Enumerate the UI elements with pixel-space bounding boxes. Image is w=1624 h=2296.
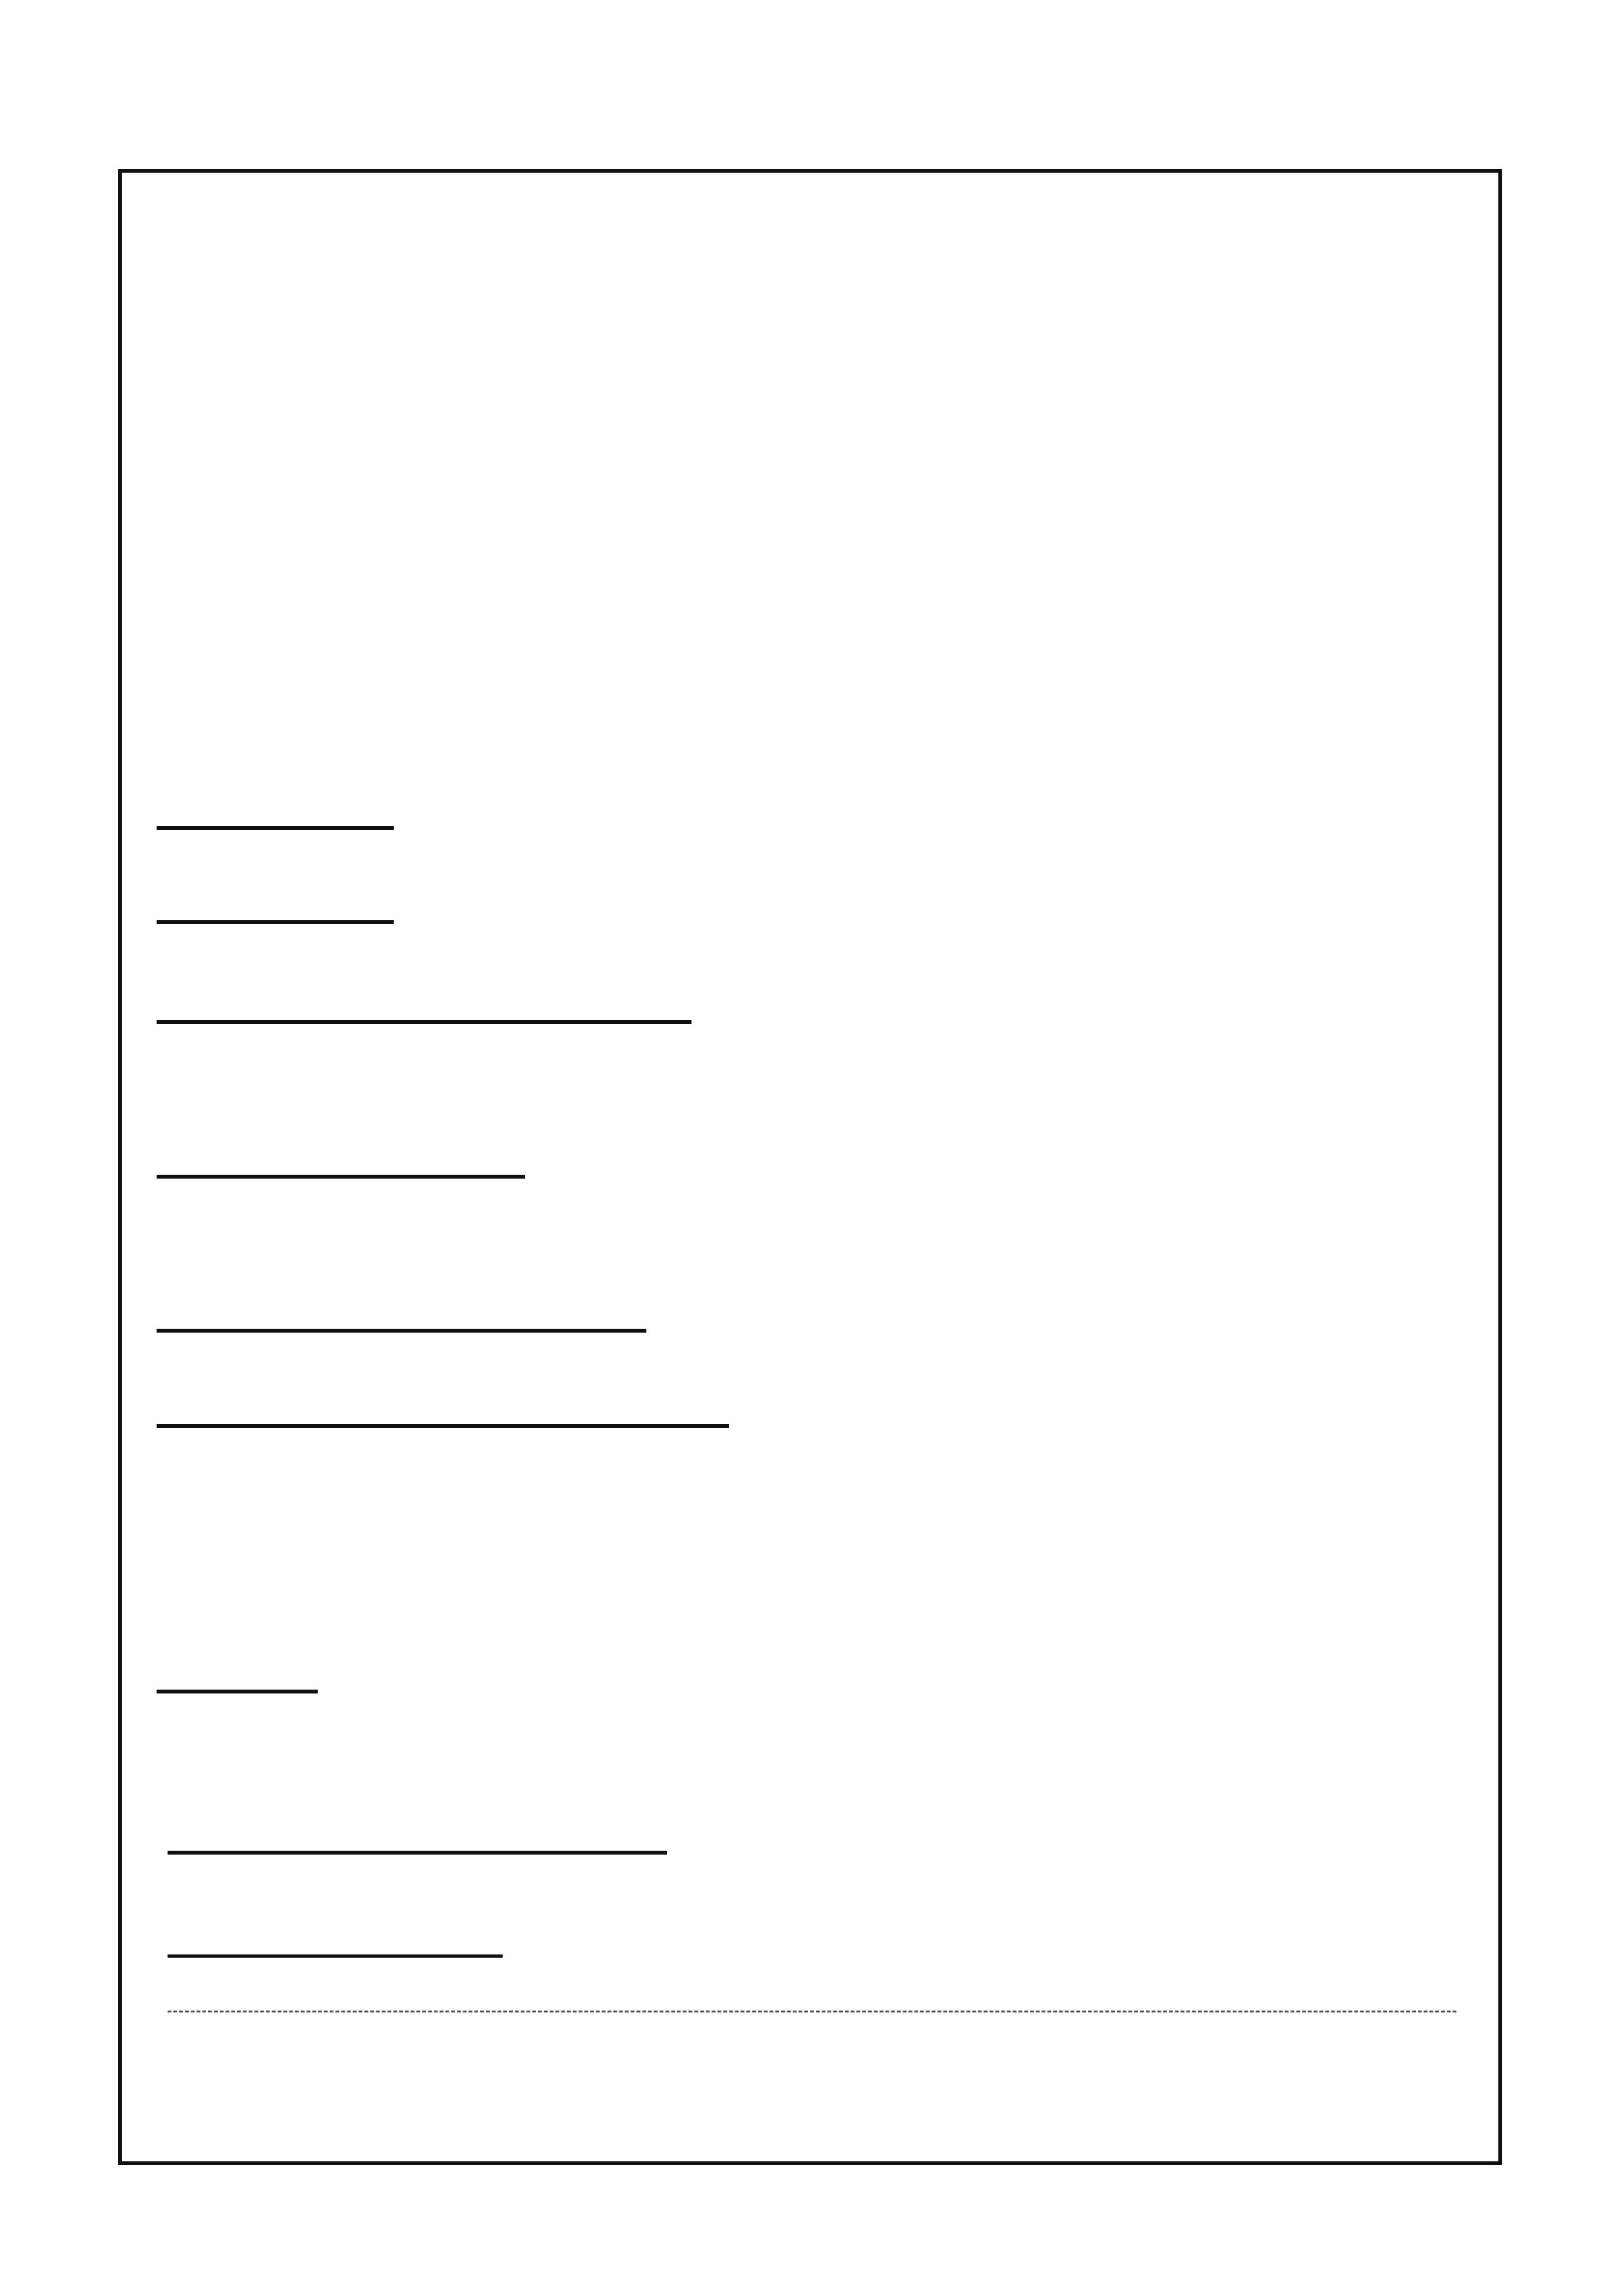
melasse-rule [157, 1020, 691, 1024]
decorative-border-bottom [72, 2179, 1548, 2221]
running-header [0, 40, 1624, 85]
decorative-border-left [72, 157, 113, 2179]
saumon-rule [157, 826, 394, 830]
thes-rule [157, 1690, 318, 1693]
decorative-border-right [1507, 157, 1548, 2179]
homard-rule [157, 920, 394, 924]
conserves-rule [157, 1424, 729, 1428]
frets-rule-2 [168, 1954, 503, 1958]
divider [168, 2011, 1456, 2012]
fruits-evapores-rule [157, 1329, 646, 1333]
advertisement-frame [118, 169, 1502, 2165]
decorative-border-top [72, 116, 1548, 157]
frets-rule [168, 1851, 667, 1855]
fruits-secs-rule [157, 1175, 525, 1179]
